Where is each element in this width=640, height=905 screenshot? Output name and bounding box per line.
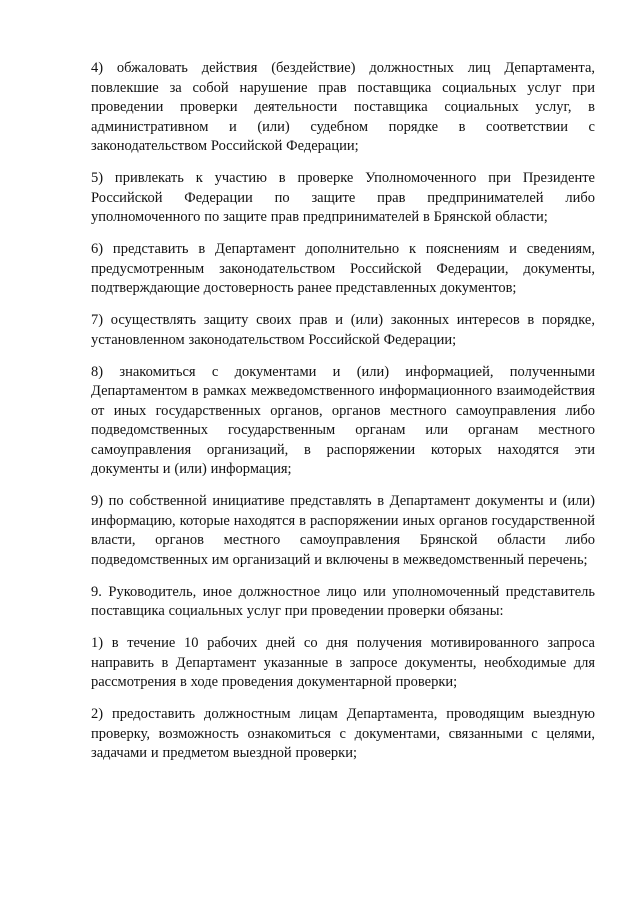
paragraph-section-9-obligations: 9. Руководитель, иное должностное лицо или уполномоченный представитель поставщика социальных услуг при проведении проверки обязаны:: [91, 583, 595, 619]
paragraph-obligation-2: 2) предоставить должностным лицам Департамента, проводящим выездную проверку, возможность ознакомиться с документами, связанными с целями, задачами и предметом выездной проверки;: [91, 706, 595, 761]
paragraph-item-7-protection: 7) осуществлять защиту своих прав и (или) законных интересов в порядке, установленном законодательством Российской Федерации;: [91, 312, 595, 348]
paragraph-item-8-review: 8) знакомиться с документами и (или) информацией, полученными Департаментом в рамках межведомственного информационного взаимодействия от иных государственных органов, органов местного самоуправления либо подведомственных государственным органам или органам местного самоуправления организаций, в распоряжении которых находятся эти документы и (или) информация;: [91, 363, 595, 477]
paragraph-item-4-appeal: 4) обжаловать действия (бездействие) должностных лиц Департамента, повлекшие за собой нарушение прав поставщика социальных услуг при проведении проверки деятельности поставщика социальных услуг, в административном и (или) судебном порядке в соответствии с законодательством Российской Федерации;: [91, 60, 595, 154]
paragraph-item-9-initiative: 9) по собственной инициативе представлять в Департамент документы и (или) информацию, которые находятся в распоряжении иных органов государственной власти, органов местного самоуправления Брянской области либо подведомственных им организаций и включены в межведомственный перечень;: [91, 493, 595, 568]
paragraph-item-5-ombudsman: 5) привлекать к участию в проверке Уполномоченного при Президенте Российской Федерации по защите прав предпринимателей либо уполномоченного по защите прав предпринимателей в Брянской области;: [91, 170, 595, 225]
paragraph-obligation-1: 1) в течение 10 рабочих дней со дня получения мотивированного запроса направить в Департамент указанные в запросе документы, необходимые для рассмотрения в ходе проведения документарной проверки;: [91, 635, 595, 690]
paragraph-item-6-documents: 6) представить в Департамент дополнительно к пояснениям и сведениям, предусмотренным законодательством Российской Федерации, документы, подтверждающие достоверность ранее представленных документов;: [91, 241, 595, 296]
